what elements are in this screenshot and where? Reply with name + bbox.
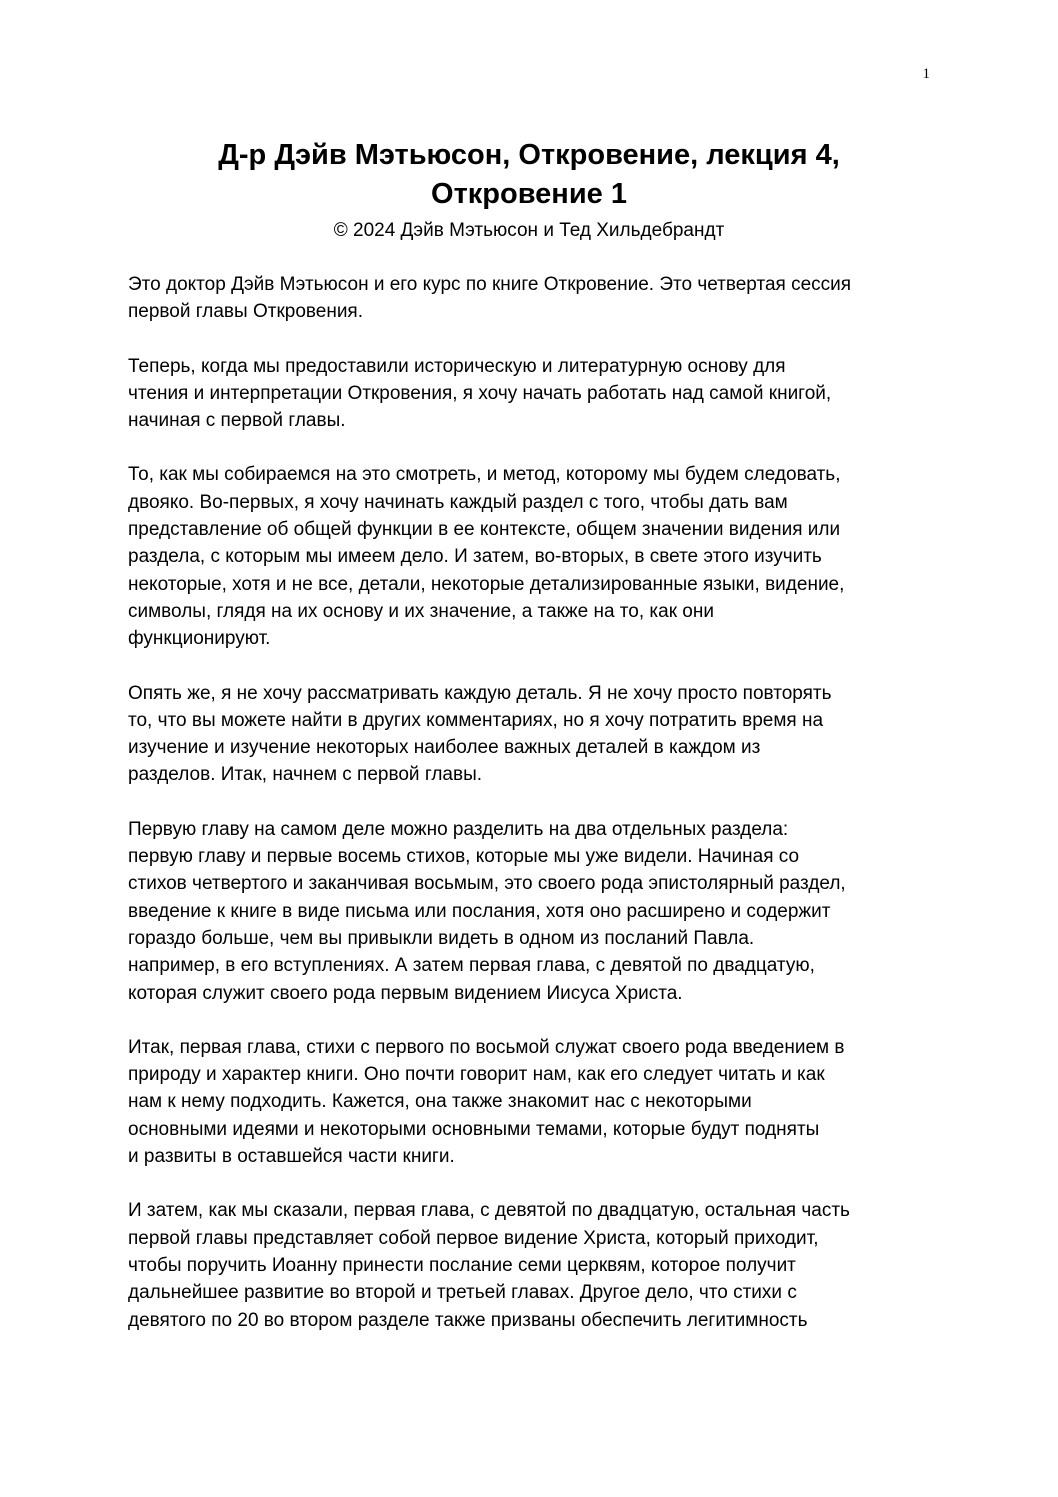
text-line: которая служит своего рода первым видением Иисуса Христа.	[128, 982, 683, 1004]
text-line: стихов четвертого и заканчивая восьмым, это своего рода эпистолярный раздел,	[128, 873, 846, 895]
text-line: раздела, с которым мы имеем дело. И затем, во-вторых, в свете этого изучить	[128, 546, 822, 568]
text-line: первой главы представляет собой первое видение Христа, который приходит,	[128, 1227, 819, 1249]
text-line: нам к нему подходить. Кажется, она также знакомит нас с некоторыми	[128, 1091, 752, 1113]
text-line: Это доктор Дэйв Мэтьюсон и его курс по книге Откровение. Это четвертая сессия	[128, 274, 852, 295]
text-line: введение к книге в виде письма или послания, хотя оно расширено и содержит	[128, 900, 831, 922]
text-line: дальнейшее развитие во второй и третьей главах. Другое дело, что стихи с	[128, 1282, 797, 1304]
text-line: То, как мы собираемся на это смотреть, и метод, которому мы будем следовать,	[128, 464, 841, 486]
copyright-line: © 2024 Дэйв Мэтьюсон и Тед Хильдебрандт	[333, 220, 725, 241]
text-line: разделов. Итак, начнем с первой главы.	[128, 764, 483, 786]
text-line: и развиты в оставшейся части книги.	[128, 1146, 455, 1168]
text-line: начиная с первой главы.	[128, 410, 346, 432]
text-line: природу и характер книги. Оно почти говорит нам, как его следует читать и как	[128, 1064, 825, 1086]
paragraph	[128, 461, 930, 652]
text-line: основными идеями и некоторыми основными темами, которые будут подняты	[128, 1118, 820, 1140]
text-line: Опять же, я не хочу рассматривать каждую деталь. Я не хочу просто повторять	[128, 682, 832, 704]
text-line: чтобы поручить Иоанну принести послание семи церквям, которое получит	[128, 1254, 796, 1276]
text-line: Итак, первая глава, стихи с первого по восьмой служат своего рода введением в	[128, 1036, 845, 1058]
text-line: изучение и изучение некоторых наиболее важных деталей в каждом из	[128, 737, 761, 759]
paragraph	[128, 1197, 930, 1333]
paragraph	[128, 271, 930, 326]
title-line: Откровение 1	[431, 178, 627, 210]
text-line: Первую главу на самом деле можно разделить на два отдельных раздела:	[128, 818, 789, 840]
text-line: девятого по 20 во втором разделе также призваны обеспечить легитимность	[128, 1309, 808, 1331]
text-line: И затем, как мы сказали, первая глава, с девятой по двадцатую, остальная часть	[128, 1200, 850, 1222]
text-line: некоторые, хотя и не все, детали, некоторые детализированные языки, видение,	[128, 573, 845, 595]
text-line: символы, глядя на их основу и их значение, а также на то, как они	[128, 600, 714, 622]
text-line: чтения и интерпретации Откровения, я хочу начать работать над самой книгой,	[128, 382, 832, 404]
paragraph	[128, 680, 930, 789]
page-number: 1	[922, 66, 930, 82]
text-line: функционируют.	[128, 628, 271, 650]
text-line: первую главу и первые восемь стихов, которые мы уже видели. Начиная со	[128, 846, 800, 868]
text-line: то, что вы можете найти в других комментариях, но я хочу потратить время на	[128, 709, 824, 731]
text-line: Теперь, когда мы предоставили историческую и литературную основу для	[128, 355, 786, 377]
text-line: например, в его вступлениях. А затем первая глава, с девятой по двадцатую,	[128, 955, 815, 977]
paragraph	[128, 353, 930, 435]
paragraph	[128, 1034, 930, 1170]
paragraph	[128, 816, 930, 1007]
text-line: представление об общей функции в ее контексте, общем значении видения или	[128, 519, 841, 541]
body-text	[128, 271, 930, 1361]
document-title	[128, 136, 930, 214]
text-line: двояко. Во-первых, я хочу начинать каждый раздел с того, чтобы дать вам	[128, 491, 788, 513]
title-line: Д-р Дэйв Мэтьюсон, Откровение, лекция 4,	[218, 139, 840, 171]
text-line: первой главы Откровения.	[128, 301, 364, 323]
text-line: гораздо больше, чем вы привыкли видеть в одном из посланий Павла.	[128, 927, 755, 949]
